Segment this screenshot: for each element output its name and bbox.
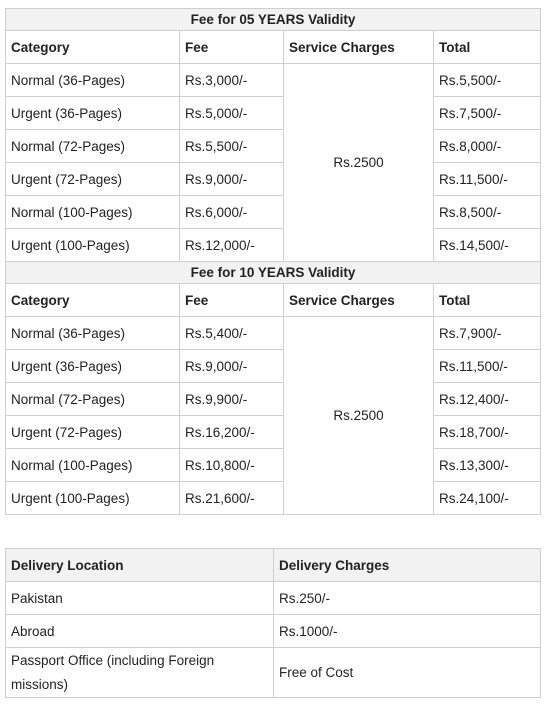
category-cell: Normal (100-Pages)	[6, 449, 180, 482]
total-cell: Rs.12,400/-	[434, 383, 541, 416]
fee-cell: Rs.9,900/-	[180, 383, 284, 416]
fee-cell: Rs.6,000/-	[180, 196, 284, 229]
fee-cell: Rs.5,400/-	[180, 317, 284, 350]
column-header-total: Total	[434, 31, 541, 64]
total-cell: Rs.14,500/-	[434, 229, 541, 262]
fee-cell: Rs.5,000/-	[180, 97, 284, 130]
column-header-service-charges: Service Charges	[284, 31, 434, 64]
delivery-location-cell: Passport Office (including Foreign missions)	[6, 648, 274, 698]
category-cell: Normal (72-Pages)	[6, 383, 180, 416]
fee-cell: Rs.3,000/-	[180, 64, 284, 97]
category-cell: Normal (72-Pages)	[6, 130, 180, 163]
total-cell: Rs.24,100/-	[434, 482, 541, 515]
category-cell: Urgent (72-Pages)	[6, 163, 180, 196]
fee-cell: Rs.5,500/-	[180, 130, 284, 163]
category-cell: Normal (100-Pages)	[6, 196, 180, 229]
category-cell: Urgent (100-Pages)	[6, 482, 180, 515]
total-cell: Rs.8,500/-	[434, 196, 541, 229]
table-row	[6, 229, 541, 262]
table-row	[6, 317, 541, 350]
category-cell: Urgent (36-Pages)	[6, 97, 180, 130]
fee-table-title-row-5-years	[6, 9, 541, 31]
fee-table-title-5-years: Fee for 05 YEARS Validity	[6, 9, 541, 31]
table-row	[6, 648, 541, 698]
table-row	[6, 64, 541, 97]
category-cell: Urgent (36-Pages)	[6, 350, 180, 383]
category-cell: Urgent (100-Pages)	[6, 229, 180, 262]
column-header-category: Category	[6, 31, 180, 64]
total-cell: Rs.7,900/-	[434, 317, 541, 350]
table-row	[6, 97, 541, 130]
column-header-fee: Fee	[180, 31, 284, 64]
table-row	[6, 449, 541, 482]
fee-table	[5, 8, 541, 515]
total-cell: Rs.11,500/-	[434, 350, 541, 383]
total-cell: Rs.8,000/-	[434, 130, 541, 163]
fee-table-title-row-10-years	[6, 262, 541, 284]
fee-cell: Rs.10,800/-	[180, 449, 284, 482]
fee-table-header-row-5-years	[6, 31, 541, 64]
delivery-location-cell: Abroad	[6, 615, 274, 648]
table-row	[6, 482, 541, 515]
fee-table-header-row-10-years	[6, 284, 541, 317]
column-header-delivery-location: Delivery Location	[6, 549, 274, 582]
category-cell: Normal (36-Pages)	[6, 64, 180, 97]
total-cell: Rs.11,500/-	[434, 163, 541, 196]
table-row	[6, 416, 541, 449]
table-row	[6, 163, 541, 196]
delivery-location-cell: Pakistan	[6, 582, 274, 615]
delivery-charges-cell: Free of Cost	[274, 648, 541, 698]
column-header-delivery-charges: Delivery Charges	[274, 549, 541, 582]
table-row	[6, 196, 541, 229]
table-row	[6, 582, 541, 615]
column-header-fee: Fee	[180, 284, 284, 317]
table-row	[6, 615, 541, 648]
category-cell: Urgent (72-Pages)	[6, 416, 180, 449]
total-cell: Rs.7,500/-	[434, 97, 541, 130]
column-header-total: Total	[434, 284, 541, 317]
fee-cell: Rs.9,000/-	[180, 163, 284, 196]
table-row	[6, 130, 541, 163]
service-charges-cell: Rs.2500	[284, 64, 434, 262]
delivery-table	[5, 548, 541, 698]
column-header-category: Category	[6, 284, 180, 317]
service-charges-cell: Rs.2500	[284, 317, 434, 515]
column-header-service-charges: Service Charges	[284, 284, 434, 317]
category-cell: Normal (36-Pages)	[6, 317, 180, 350]
total-cell: Rs.13,300/-	[434, 449, 541, 482]
table-row	[6, 350, 541, 383]
fee-cell: Rs.21,600/-	[180, 482, 284, 515]
total-cell: Rs.5,500/-	[434, 64, 541, 97]
fee-cell: Rs.12,000/-	[180, 229, 284, 262]
delivery-header-row	[6, 549, 541, 582]
total-cell: Rs.18,700/-	[434, 416, 541, 449]
fee-cell: Rs.9,000/-	[180, 350, 284, 383]
delivery-charges-cell: Rs.1000/-	[274, 615, 541, 648]
delivery-charges-cell: Rs.250/-	[274, 582, 541, 615]
fee-cell: Rs.16,200/-	[180, 416, 284, 449]
table-row	[6, 383, 541, 416]
fee-table-title-10-years: Fee for 10 YEARS Validity	[6, 262, 541, 284]
